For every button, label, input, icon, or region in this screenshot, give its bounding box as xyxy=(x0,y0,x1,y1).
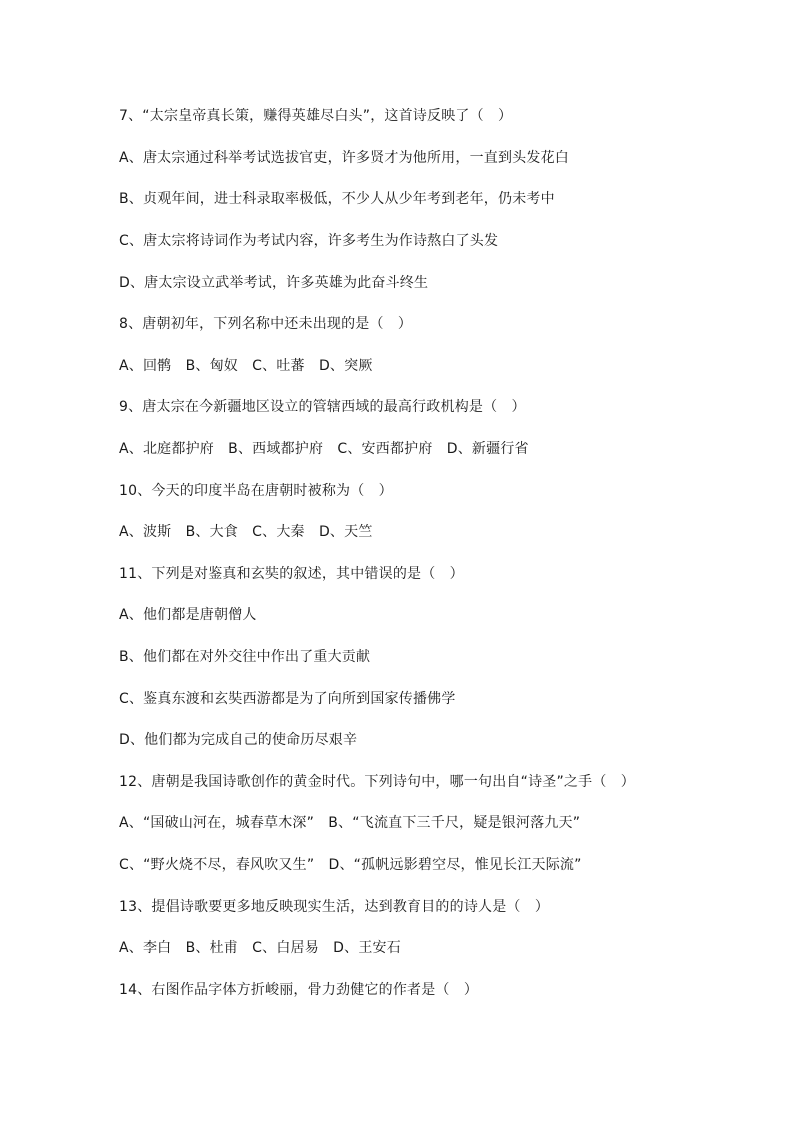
question-9-stem: 9、唐太宗在今新疆地区设立的管辖西域的最高行政机构是（ ） xyxy=(119,399,526,415)
question-10-stem: 10、今天的印度半岛在唐朝时被称为（ ） xyxy=(119,483,393,499)
question-11-option-a: A、他们都是唐朝僧人 xyxy=(119,607,257,623)
question-12-options-cd: C、“野火烧不尽，春风吹又生” D、“孤帆远影碧空尽，惟见长江天际流” xyxy=(119,857,582,873)
question-13-stem: 13、提倡诗歌要更多地反映现实生活，达到教育目的的诗人是（ ） xyxy=(119,899,550,915)
question-7-option-d: D、唐太宗设立武举考试，许多英雄为此奋斗终生 xyxy=(119,275,429,291)
question-8-stem: 8、唐朝初年，下列名称中还未出现的是（ ） xyxy=(119,316,413,332)
question-11-option-b: B、他们都在对外交往中作出了重大贡献 xyxy=(119,649,371,665)
question-11-option-d: D、他们都为完成自己的使命历尽艰辛 xyxy=(119,732,358,748)
question-10-options: A、波斯 B、大食 C、大秦 D、天竺 xyxy=(119,524,373,540)
question-7-option-a: A、唐太宗通过科举考试选拔官吏，许多贤才为他所用，一直到头发花白 xyxy=(119,150,569,166)
question-9-options: A、北庭都护府 B、西域都护府 C、安西都护府 D、新疆行省 xyxy=(119,441,529,457)
question-11-option-c: C、鉴真东渡和玄奘西游都是为了向所到国家传播佛学 xyxy=(119,691,456,707)
question-7-option-b: B、贞观年间，进士科录取率极低，不少人从少年考到老年，仍未考中 xyxy=(119,191,555,207)
question-7-option-c: C、唐太宗将诗词作为考试内容，许多考生为作诗熬白了头发 xyxy=(119,233,499,249)
question-12-options-ab: A、“国破山河在，城春草木深” B、“飞流直下三千尺，疑是银河落九天” xyxy=(119,815,581,831)
question-13-options: A、李白 B、杜甫 C、白居易 D、王安石 xyxy=(119,940,401,956)
question-7-stem: 7、“太宗皇帝真长策，赚得英雄尽白头”，这首诗反映了（ ） xyxy=(119,108,513,124)
question-8-options: A、回鹘 B、匈奴 C、吐蕃 D、突厥 xyxy=(119,358,373,374)
question-14-stem: 14、右图作品字体方折峻丽，骨力劲健它的作者是（ ） xyxy=(119,982,479,998)
question-12-stem: 12、唐朝是我国诗歌创作的黄金时代。下列诗句中，哪一句出自“诗圣”之手（ ） xyxy=(119,774,635,790)
question-11-stem: 11、下列是对鉴真和玄奘的叙述，其中错误的是（ ） xyxy=(119,566,464,582)
